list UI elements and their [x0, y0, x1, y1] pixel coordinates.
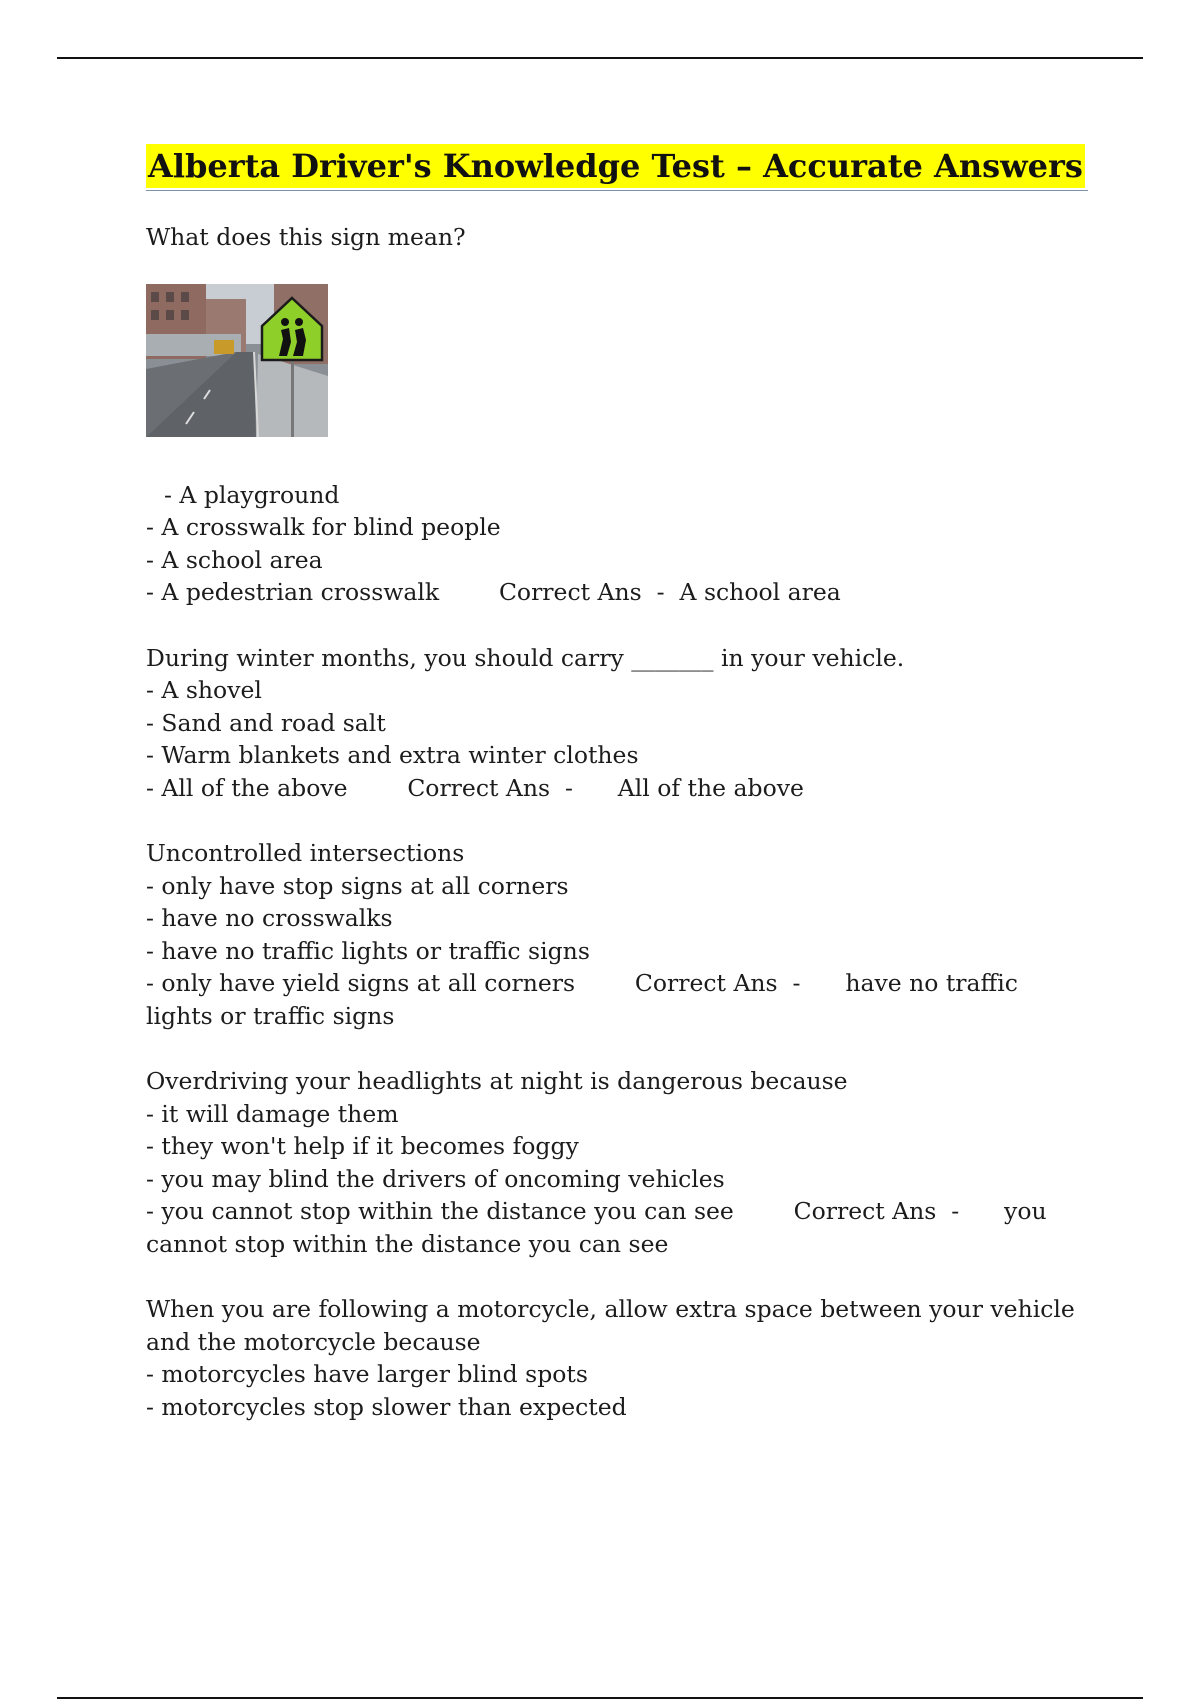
- question-4: [146, 1065, 1088, 1260]
- answer-option: - A school area: [146, 545, 323, 574]
- question-prompt: When you are following a motorcycle, allow extra space between your vehicle and the motorcycle because: [146, 1295, 1083, 1356]
- answer-option: - A pedestrian crosswalk: [146, 578, 440, 606]
- title-underline: [146, 144, 1088, 191]
- answer-option: - motorcycles stop slower than expected: [146, 1392, 627, 1421]
- correct-answer-label: Correct Ans -: [793, 1197, 1005, 1225]
- question-3: [146, 837, 1088, 1032]
- answer-gap: [734, 1197, 794, 1225]
- correct-answer: you cannot stop within the distance you can see: [146, 1197, 1055, 1258]
- answer-option: - you cannot stop within the distance you can see: [146, 1197, 734, 1225]
- footer-rule: [57, 1697, 1143, 1699]
- answer-option-with-answer: [146, 1195, 1088, 1260]
- correct-answer-label: Correct Ans -: [498, 578, 680, 606]
- answer-option: - All of the above: [146, 773, 348, 802]
- answer-option: - Warm blankets and extra winter clothes: [146, 741, 639, 769]
- question-prompt: What does this sign mean?: [146, 223, 466, 251]
- answer-gap: [575, 969, 635, 997]
- document-page: [146, 144, 1088, 1456]
- question-2: [146, 642, 1088, 805]
- answer-option: - A playground: [164, 480, 340, 509]
- answer-gap: [348, 774, 408, 802]
- question-prompt: Overdriving your headlights at night is dangerous because: [146, 1067, 848, 1095]
- school-zone-sign-photo-icon: [146, 284, 328, 437]
- answer-gap: [439, 578, 499, 606]
- correct-answer-label: Correct Ans -: [634, 969, 846, 997]
- question-1: [146, 221, 1088, 609]
- answer-option-with-answer: [146, 967, 1088, 1032]
- answer-option: - have no traffic lights or traffic signs: [146, 936, 590, 965]
- answer-option: - A shovel: [146, 676, 262, 704]
- answer-option: - motorcycles have larger blind spots: [146, 1360, 588, 1388]
- correct-answer: have no traffic lights or traffic signs: [146, 969, 1026, 1030]
- answer-option: - have no crosswalks: [146, 904, 393, 932]
- answer-option-with-answer: [146, 772, 1088, 805]
- question-prompt: During winter months, you should carry _______ in your vehicle.: [146, 643, 905, 672]
- correct-answer-label: Correct Ans -: [407, 773, 618, 802]
- correct-answer: A school area: [679, 578, 841, 606]
- answer-option: - Sand and road salt: [146, 708, 386, 737]
- question-prompt: Uncontrolled intersections: [146, 839, 465, 867]
- question-5: [146, 1293, 1088, 1423]
- document-title: Alberta Driver's Knowledge Test – Accurate Answers: [146, 144, 1085, 188]
- answer-option: - you may blind the drivers of oncoming vehicles: [146, 1164, 725, 1193]
- answer-option: - it will damage them: [146, 1099, 399, 1128]
- header-rule: [57, 57, 1143, 59]
- answer-option: - they won't help if it becomes foggy: [146, 1132, 579, 1160]
- correct-answer: All of the above: [617, 773, 804, 802]
- answer-option: - A crosswalk for blind people: [146, 513, 501, 541]
- answer-option-with-answer: [146, 576, 1088, 609]
- answer-option: - only have yield signs at all corners: [146, 969, 576, 997]
- answer-option: - only have stop signs at all corners: [146, 871, 569, 900]
